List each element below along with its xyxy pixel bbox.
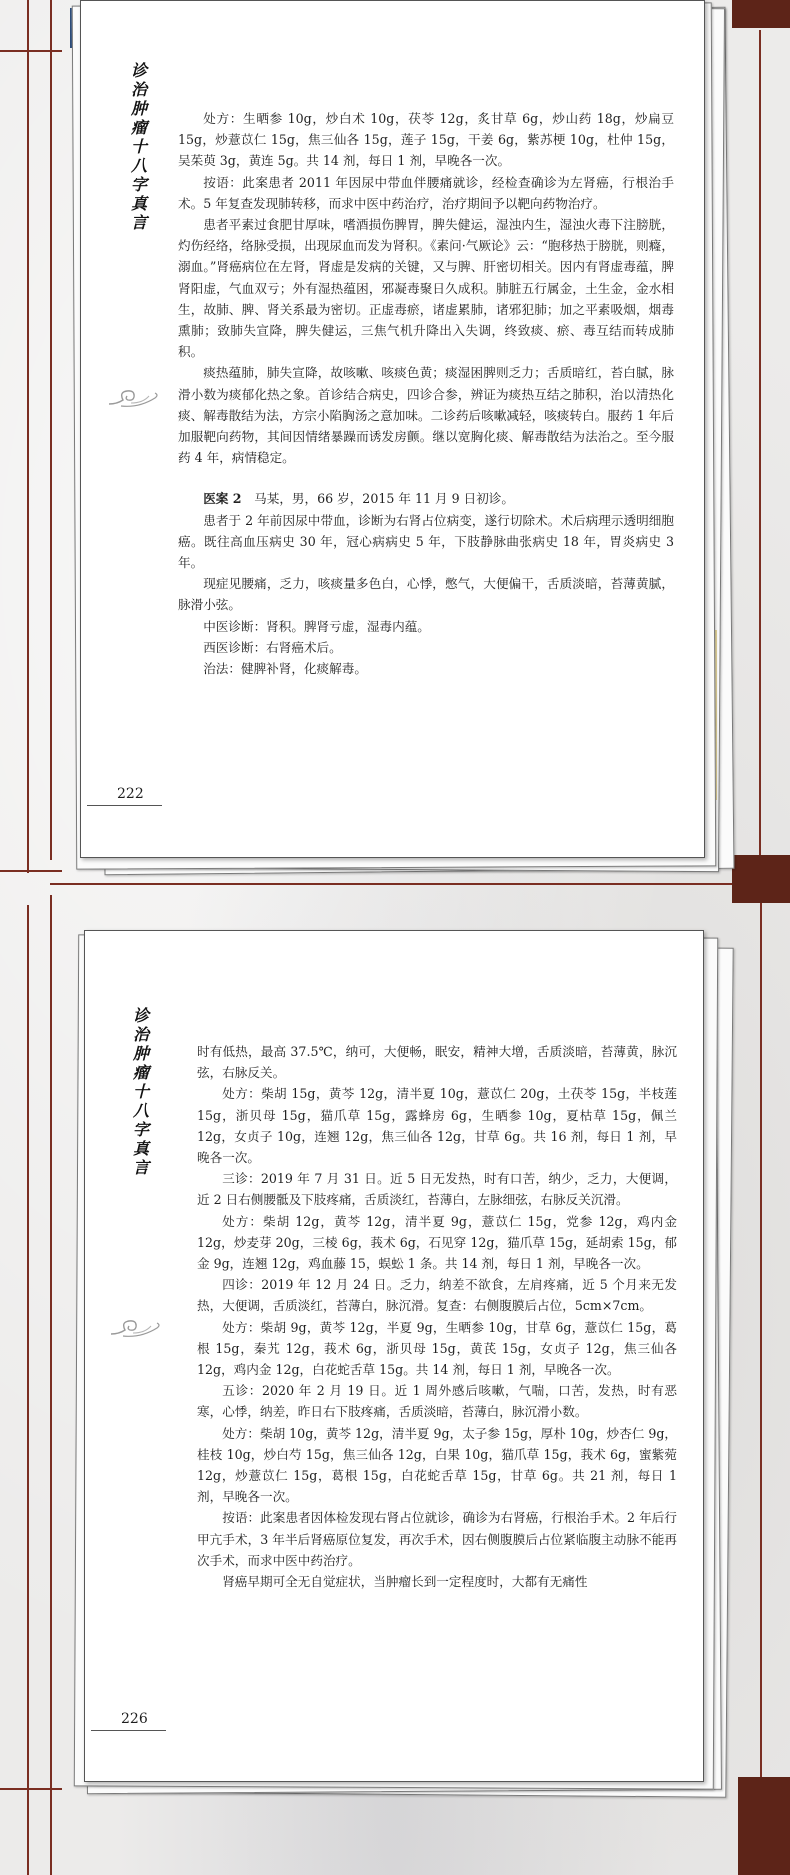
paragraph: 按语：此案患者 2011 年因尿中带血伴腰痛就诊，经检查确诊为左肾癌，行根治手术。5 年复查发现肺转移，而求中医中药治疗，治疗期间予以靶向药物治疗。 <box>178 174 674 211</box>
frame-line-left-inner <box>50 0 52 860</box>
paragraph: 肾癌早期可全无自觉症状，当肿瘤长到一定程度时，大都有无痛性 <box>222 1574 588 1590</box>
page-226-body <box>197 1041 677 1592</box>
corner-block-bottom-right <box>738 1777 790 1875</box>
paragraph: 患者于 2 年前因尿中带血，诊断为右肾占位病变，遂行切除术。术后病理示透明细胞癌。既往高血压病史 30 年，冠心病病史 5 年，下肢静脉曲张病史 18 年，胃炎病史 3 年。 <box>178 512 674 571</box>
cloud-ornament-icon <box>109 1316 163 1338</box>
cloud-ornament-icon <box>107 386 161 408</box>
case-intro: 马某，男，66 岁，2015 年 11 月 9 日初诊。 <box>254 491 514 507</box>
page-number: 226 <box>91 1711 166 1731</box>
corner-block-top-right <box>732 0 790 28</box>
paragraph: 西医诊断：右肾癌术后。 <box>203 639 342 655</box>
paragraph: 现症见腰痛，乏力，咳痰量多色白，心悸，憋气，大便偏干，舌质淡暗，苔薄黄腻，脉滑小弦。 <box>178 576 674 613</box>
paragraph: 痰热蕴肺，肺失宣降，故咳嗽、咳痰色黄；痰湿困脾则乏力；舌质暗红，苔白腻，脉滑小数为痰郁化热之象。首诊结合病史，四诊合参，辨证为痰热互结之肺积，治以清热化痰、解毒散结为法，方宗小陷胸汤之意加味。二诊药后咳嗽减轻，咳痰转白。服药 1 年后加服靶向药物，其间因情绪暴躁而诱发房颤。继以宽胸化痰、解毒散结为法治之。至今服药 4 年，病情稳定。 <box>178 365 674 466</box>
paragraph: 处方：柴胡 9g，黄芩 12g，半夏 9g，生晒参 10g，甘草 6g，薏苡仁 15g，葛根 15g，秦艽 12g，莪术 6g，浙贝母 15g，黄芪 15g，女贞子 12g，焦三仙各 12g，鸡内金 12g，白花蛇舌草 15g。共 14 剂，每日 1 剂，早晚各一次。 <box>197 1319 677 1378</box>
frame-line-right-top <box>759 30 761 880</box>
vertical-book-title: 诊治肿瘤十八字真言 <box>132 1006 149 1177</box>
book-page-222 <box>80 0 705 858</box>
book-page-226 <box>84 930 704 1782</box>
vertical-book-title: 诊治肿瘤十八字真言 <box>130 61 147 232</box>
case-heading-paragraph <box>178 488 674 509</box>
paragraph: 三诊：2019 年 7 月 31 日。近 5 日无发热，时有口苦，纳少，乏力，大便调，近 2 日右侧腰骶及下肢疼痛，舌质淡红，苔薄白，左脉细弦，右脉反关沉滑。 <box>197 1171 677 1208</box>
paragraph: 五诊：2020 年 2 月 19 日。近 1 周外感后咳嗽，气喘，口苦，发热，时有恶寒，心悸，纳差，昨日右下肢疼痛，舌质淡暗，苔薄白，脉沉滑小数。 <box>197 1383 677 1420</box>
frame-line-left-outer <box>27 0 29 873</box>
frame-line-mid-horizontal <box>50 883 750 885</box>
frame-line-mid-left <box>0 870 62 872</box>
corner-block-mid-right <box>732 855 790 903</box>
page-222-body <box>178 108 674 679</box>
paragraph: 处方：柴胡 15g，黄芩 12g，清半夏 10g，薏苡仁 20g，土茯苓 15g，半枝莲 15g，浙贝母 15g，猫爪草 15g，露蜂房 6g，生晒参 10g，夏枯草 15g，佩兰 12g，女贞子 10g，连翘 12g，焦三仙各 12g，甘草 6g。共 16 剂，每日 1 剂，早晚各一次。 <box>197 1086 677 1166</box>
frame-line-right-bottom <box>760 895 762 1875</box>
frame-line-top-left <box>0 50 62 52</box>
frame-line-left-bottom-inner <box>50 895 52 1875</box>
page-number: 222 <box>87 786 162 806</box>
paragraph: 时有低热，最高 37.5℃，纳可，大便畅，眠安，精神大增，舌质淡暗，苔薄黄，脉沉弦，右脉反关。 <box>197 1044 677 1081</box>
paragraph: 处方：柴胡 10g，黄芩 12g，清半夏 9g，太子参 15g，厚朴 10g，炒杏仁 9g，桂枝 10g，炒白芍 15g，焦三仙各 12g，白果 10g，猫爪草 15g，莪术 6g，蜜紫菀 12g，炒薏苡仁 15g，葛根 15g，白花蛇舌草 15g，甘草 6g。共 21 剂，每日 1 剂，早晚各一次。 <box>197 1425 677 1505</box>
paragraph: 治法：健脾补肾，化痰解毒。 <box>203 661 367 677</box>
paragraph: 按语：此案患者因体检发现右肾占位就诊，确诊为右肾癌，行根治手术。2 年后行甲亢手术，3 年半后肾癌原位复发，再次手术，因右侧腹膜后占位紧临腹主动脉不能再次手术，而求中医中药治疗。 <box>197 1510 677 1568</box>
paragraph: 中医诊断：肾积。脾肾亏虚，湿毒内蕴。 <box>203 618 430 634</box>
frame-line-bottom-left <box>0 1788 62 1790</box>
case-label: 医案 2 <box>203 491 242 507</box>
paragraph: 患者平素过食肥甘厚味，嗜酒损伤脾胃，脾失健运，湿浊内生，湿浊火毒下注膀胱，灼伤经络，络脉受损，出现尿血而发为肾积。《素问·气厥论》云：“胞移热于膀胱，则癃，溺血。”肾癌病位在左肾，肾虚是发病的关键，又与脾、肝密切相关。因内有肾虚毒蕴，脾肾阳虚，气血双亏；外有湿热蕴困，邪凝毒聚日久成积。肺脏五行属金，土生金，金水相生，故肺、脾、肾关系最为密切。正虚毒瘀，诸虚累肺，诸邪犯肺；加之平素吸烟，烟毒熏肺；致肺失宣降，脾失健运，三焦气机升降出入失调，终致痰、瘀、毒互结而转成肺积。 <box>178 217 674 360</box>
frame-line-left-bottom <box>27 905 29 1875</box>
paragraph: 四诊：2019 年 12 月 24 日。乏力，纳差不欲食，左肩疼痛，近 5 个月来无发热，大便调，舌质淡红，苔薄白，脉沉滑。复查：右侧腹膜后占位，5cm×7cm。 <box>197 1277 677 1314</box>
paragraph: 处方：生晒参 10g，炒白术 10g，茯苓 12g，炙甘草 6g，炒山药 18g，炒扁豆 15g，炒薏苡仁 15g，焦三仙各 15g，莲子 15g，干姜 6g，紫苏梗 10g，杜仲 15g，吴茱萸 3g，黄连 5g。共 14 剂，每日 1 剂，早晚各一次。 <box>178 111 674 169</box>
paragraph: 处方：柴胡 12g，黄芩 12g，清半夏 9g，薏苡仁 15g，党参 12g，鸡内金 12g，炒麦芽 20g，三棱 6g，莪术 6g，石见穿 12g，猫爪草 15g，延胡索 15g，郁金 9g，连翘 12g，鸡血藤 15，蜈蚣 1 条。共 14 剂，每日 1 剂，早晚各一次。 <box>197 1213 677 1272</box>
